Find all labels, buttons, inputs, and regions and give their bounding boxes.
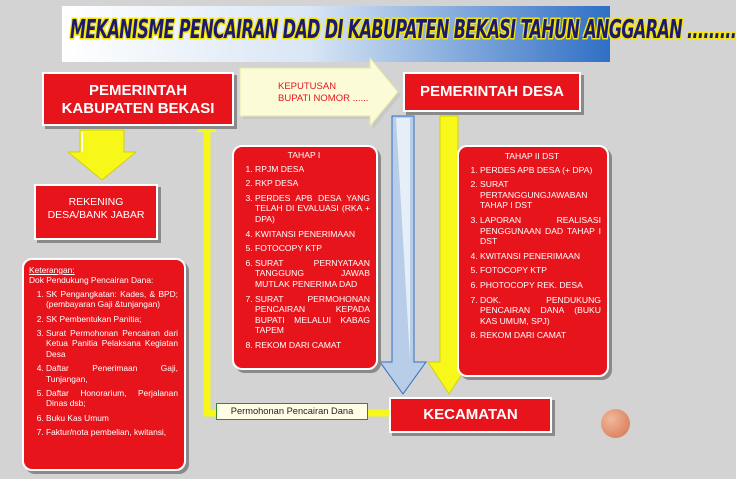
list-item: 6. PHOTOCOPY REK. DESA bbox=[480, 280, 601, 291]
pemdes-label: PEMERINTAH DESA bbox=[420, 83, 564, 100]
pemdes-to-kecamatan-arrow bbox=[380, 116, 426, 394]
list-item: 6. SURAT PERNYATAAN TANGGUNG JAWAB MUTLAK PENERIMA DAD bbox=[255, 258, 370, 290]
tahap2-title: TAHAP II DST bbox=[504, 151, 560, 161]
keputusan-label bbox=[278, 81, 368, 105]
keterangan-subtitle: Dok Pendukung Pencairan Dana: bbox=[29, 275, 154, 286]
list-item: 1. SK Pengangkatan: Kades, & BPD; (pembayaran Gaji &tunjangan) bbox=[46, 289, 178, 310]
pemkab-to-rekening-arrow bbox=[68, 130, 136, 180]
permohonan-label: Permohonan Pencairan Dana bbox=[216, 403, 368, 420]
list-item: 1. PERDES APB DESA (+ DPA) bbox=[480, 165, 601, 176]
page-title: MEKANISME PENCAIRAN DAD DI KABUPATEN BEKASI TAHUN ANGGARAN ......... bbox=[70, 14, 736, 45]
list-item: 8. REKOM DARI CAMAT bbox=[255, 340, 370, 351]
keterangan-title: Keterangan: bbox=[29, 265, 75, 275]
kecamatan-label: KECAMATAN bbox=[423, 406, 518, 423]
list-item: 3. PERDES APB DESA YANG TELAH DI EVALUASI (RKA + DPA) bbox=[255, 193, 370, 225]
kecamatan-box bbox=[389, 397, 552, 433]
list-item: 5. Daftar Honorarium, Perjalanan Dinas dsb; bbox=[46, 388, 178, 409]
rekening-line2: DESA/BANK JABAR bbox=[47, 209, 145, 221]
pemkab-line1: PEMERINTAH bbox=[88, 82, 188, 99]
decorative-circle bbox=[601, 409, 630, 438]
list-item: 7. DOK. PENDUKUNG PENCAIRAN DANA (BUKU KAS UMUM, SPJ) bbox=[480, 295, 601, 327]
list-item: 6. Buku Kas Umum bbox=[46, 413, 178, 423]
pemkab-line2: KABUPATEN BEKASI bbox=[61, 100, 215, 117]
pemdes-box bbox=[403, 72, 581, 112]
rekening-box bbox=[34, 184, 158, 240]
list-item: 5. FOTOCOPY KTP bbox=[480, 265, 601, 276]
list-item: 3. LAPORAN REALISASI PENGGUNAAN DAD TAHAP I DST bbox=[480, 215, 601, 247]
list-item: 3. Surat Permohonan Pencairan dari Ketua Panitia Pelaksana Kegiatan Desa bbox=[46, 328, 178, 359]
list-item: 2. SURAT PERTANGGUNGJAWABAN TAHAP I DST bbox=[480, 179, 601, 211]
list-item: 8. REKOM DARI CAMAT bbox=[480, 330, 601, 341]
keputusan-line1: KEPUTUSAN bbox=[278, 81, 337, 92]
list-item: 2. RKP DESA bbox=[255, 178, 370, 189]
list-item: 4. KWITANSI PENERIMAAN bbox=[255, 229, 370, 240]
list-item: 1. RPJM DESA bbox=[255, 164, 370, 175]
rekening-line1: REKENING bbox=[68, 196, 124, 208]
pemkab-box bbox=[42, 72, 234, 126]
list-item: 7. SURAT PERMOHONAN PENCAIRAN KEPADA BUPATI MELALUI KABAG TAPEM bbox=[255, 294, 370, 336]
list-item: 2. SK Pembentukan Panitia; bbox=[46, 314, 178, 324]
tahap1-box bbox=[232, 145, 378, 370]
tahap2-list bbox=[463, 165, 601, 341]
list-item: 7. Faktur/nota pembelian, kwitansi, bbox=[46, 427, 178, 437]
tahap1-title: TAHAP I bbox=[287, 150, 321, 160]
list-item: 4. KWITANSI PENERIMAAN bbox=[480, 251, 601, 262]
list-item: 4. Daftar Penerimaan Gaji, Tunjangan, bbox=[46, 363, 178, 384]
list-item: 5. FOTOCOPY KTP bbox=[255, 243, 370, 254]
keputusan-line2: BUPATI NOMOR ...... bbox=[278, 93, 369, 104]
tahap1-list bbox=[238, 164, 370, 351]
tahap2-box bbox=[457, 145, 609, 377]
keterangan-list bbox=[29, 289, 178, 438]
keterangan-box bbox=[22, 258, 186, 471]
